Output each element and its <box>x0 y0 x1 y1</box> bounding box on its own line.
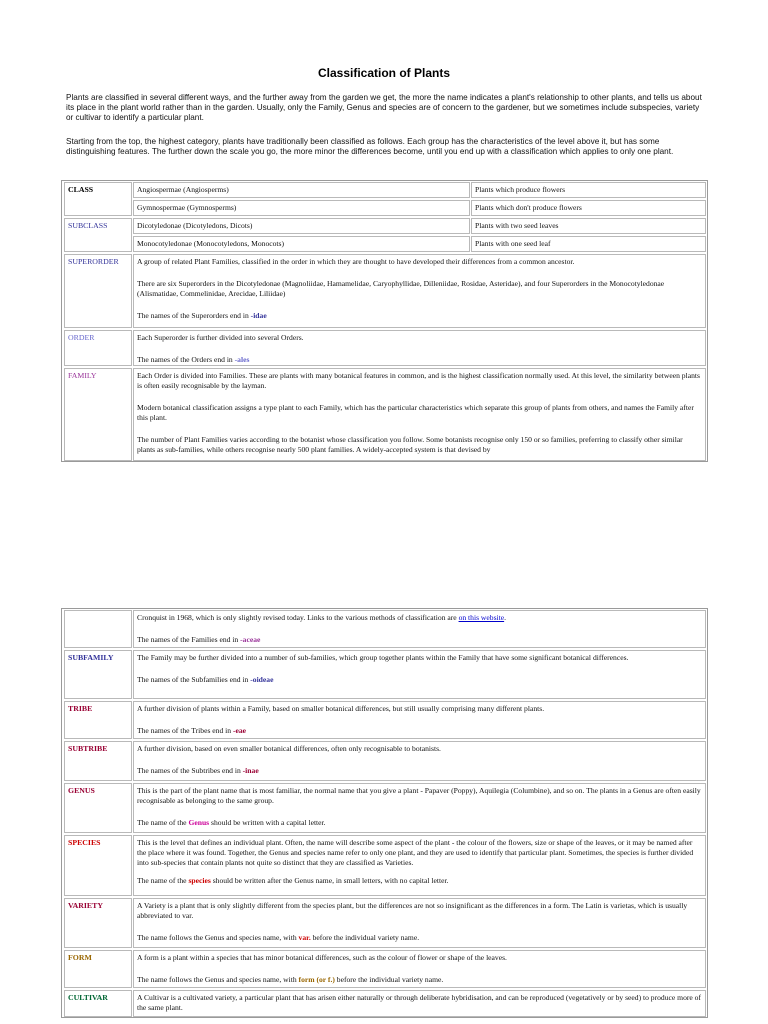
tribe-description-cell <box>133 701 706 739</box>
table-row-superorder <box>62 253 707 329</box>
species-description: This is the level that defines an individual plant. Often, the name will describe some aspect of the plant - the colour of the flowers, size or shape of the leaves, or it may be named after the place where it was found. Together, the Genus and species name refer to only one plant, and they are used to identify that particular plant. Sometimes, the species is further divided into sub-species that contain plants not quite so distinct that they are classified as Varieties. <box>137 838 694 867</box>
subclass-label: SUBCLASS <box>68 221 108 230</box>
family-suffix: -aceae <box>240 635 261 644</box>
subclass-note-cell <box>471 218 706 234</box>
variety-description-cell <box>133 898 706 948</box>
class-note-angiospermae: Plants which produce flowers <box>475 185 566 194</box>
family-continued-cell <box>133 610 706 648</box>
species-word: species <box>188 876 211 885</box>
subclass-note-cell <box>471 236 706 252</box>
genus-description: This is the part of the plant name that is most familiar, the normal name that you give a plant - Papaver (Poppy), Aquilegia (Columbine), and so on. The plants in a Genus are often easily recognisable as belonging to the same group. <box>137 786 701 805</box>
table-row-form <box>62 949 707 989</box>
tribe-label-cell <box>64 701 132 739</box>
table-row-subfamily <box>62 649 707 700</box>
superorder-suffix: -idae <box>250 311 267 320</box>
genus-description-cell <box>133 783 706 833</box>
class-note-cell <box>471 200 706 216</box>
table-row-variety <box>62 897 707 949</box>
family-suffix-note: The names of the Families end in -aceae <box>137 635 261 644</box>
subclass-note-monocotyledonae: Plants with one seed leaf <box>475 239 551 248</box>
species-label: SPECIES <box>68 838 101 847</box>
subclass-name-cell <box>133 218 470 234</box>
table-row-family-continued <box>62 609 707 649</box>
on-this-website-link[interactable]: on this website <box>458 613 505 622</box>
family-description: Each Order is divided into Families. These are plants with many botanical features in common, and is the highest classification normally used. At this level, the similarity between plants is often easily recognisable by the layman. <box>137 371 700 390</box>
variety-label-cell <box>64 898 132 948</box>
genus-label-cell <box>64 783 132 833</box>
variety-description: A Variety is a plant that is only slightly different from the species plant, but the differences are not so insignificant as the differences in a form. The Latin is varietas, which is usually abbreviated to var. <box>137 901 688 920</box>
genus-capital-note: The name of the Genus should be written with a capital letter. <box>137 818 326 827</box>
family-description-cell <box>133 368 706 461</box>
table-row-species <box>62 834 707 897</box>
family-count: The number of Plant Families varies according to the botanist whose classification you follow. Some botanists recognise only 150 or so families, preferring to classify other similar plants as sub-families, while others recognise nearly 500 plant families. A widely-accepted system is that devised by <box>137 435 683 454</box>
class-note-cell <box>471 182 706 198</box>
subtribe-suffix-note: The names of the Subtribes end in -inae <box>137 766 259 775</box>
form-label: FORM <box>68 953 92 962</box>
form-description: A form is a plant within a species that has minor botanical differences, such as the colour of flower or shape of the leaves. <box>137 953 507 962</box>
family-continued-label-cell <box>64 610 132 648</box>
class-name-gymnospermae: Gymnospermae (Gymnosperms) <box>137 203 237 212</box>
family-label: FAMILY <box>68 371 97 380</box>
variety-word: var. <box>298 933 311 942</box>
subclass-note-dicotyledonae: Plants with two seed leaves <box>475 221 559 230</box>
superorder-suffix-note: The names of the Superorders end in -idae <box>137 311 267 320</box>
species-label-cell <box>64 835 132 896</box>
subfamily-label: SUBFAMILY <box>68 653 114 662</box>
table-row-subtribe <box>62 740 707 782</box>
subfamily-suffix: -oideae <box>250 675 274 684</box>
form-description-cell <box>133 950 706 988</box>
class-name-angiospermae: Angiospermae (Angiosperms) <box>137 185 229 194</box>
order-suffix: -ales <box>234 355 250 364</box>
form-word: form (or f.) <box>298 975 335 984</box>
subclass-name-cell <box>133 236 470 252</box>
intro-paragraph-2: Starting from the top, the highest category, plants have traditionally been classified as follows. Each group has the characteristics of the level above it, but has some distinguishing features. The further down the scale you go, the more minor the differences become, until you end up with a classification which applies to only one plant. <box>66 137 674 156</box>
subclass-name-dicotyledonae: Dicotyledonae (Dicotyledons, Dicots) <box>137 221 253 230</box>
genus-label: GENUS <box>68 786 95 795</box>
tribe-label: TRIBE <box>68 704 93 713</box>
subfamily-description-cell <box>133 650 706 699</box>
superorder-description-cell <box>133 254 706 328</box>
superorder-label: SUPERORDER <box>68 257 119 266</box>
intro-paragraph-1: Plants are classified in several different ways, and the further away from the garden we get, the more the name indicates a plant's relationship to other plants, and tells us about its place in the plant world rather than in the garden. Usually, only the Family, Genus and species are of concern to the gardener, but we sometimes include subspecies, variety or cultivar to identify a particular plant. <box>66 93 702 122</box>
variety-label: VARIETY <box>68 901 103 910</box>
order-description-cell <box>133 330 706 366</box>
superorder-subgroups: There are six Superorders in the Dicotyledonae (Magnoliidae, Hamamelidae, Caryophyllidae, Dilleniidae, Rosidae, Asteridae), and four Superorders in the Monocotyledonae (Alismatidae, Commelinidae, Arecidae, Liliidae) <box>137 279 665 298</box>
table-row-subclass-2 <box>62 235 707 253</box>
table-row-family <box>62 367 707 462</box>
subtribe-suffix: -inae <box>242 766 259 775</box>
cultivar-label: CULTIVAR <box>68 993 108 1002</box>
class-name-cell <box>133 182 470 198</box>
subtribe-label: SUBTRIBE <box>68 744 108 753</box>
superorder-label-cell <box>64 254 132 328</box>
order-label-cell <box>64 330 132 366</box>
class-label: CLASS <box>68 185 94 194</box>
family-label-cell <box>64 368 132 461</box>
tribe-suffix: -eae <box>232 726 247 735</box>
subfamily-description: The Family may be further divided into a number of sub-families, which group together plants within the Family that have some significant botanical differences. <box>137 653 629 662</box>
cultivar-label-cell <box>64 990 132 1017</box>
subtribe-description: A further division, based on even smaller botanical differences, often only recognisable to botanists. <box>137 744 441 753</box>
table-row-subclass-1 <box>62 217 707 235</box>
class-note-gymnospermae: Plants which don't produce flowers <box>475 203 582 212</box>
page-title: Classification of Plants <box>317 66 451 80</box>
classification-table-part-2 <box>61 608 708 1018</box>
table-row-class-1 <box>62 181 707 199</box>
subfamily-suffix-note: The names of the Subfamilies end in -oideae <box>137 675 274 684</box>
table-row-order <box>62 329 707 367</box>
species-naming-note: The name of the species should be written after the Genus name, in small letters, with no capital letter. <box>137 876 449 885</box>
species-description-cell <box>133 835 706 896</box>
order-suffix-note: The names of the Orders end in -ales <box>137 355 250 364</box>
variety-naming-note: The name follows the Genus and species name, with var. before the individual variety name. <box>137 933 420 942</box>
subtribe-description-cell <box>133 741 706 781</box>
table-row-class-2 <box>62 199 707 217</box>
table-row-cultivar <box>62 989 707 1018</box>
family-cronquist: Cronquist in 1968, which is only slightly revised today. Links to the various methods of classification are on this website. <box>137 613 507 622</box>
classification-table-part-1 <box>61 180 708 462</box>
class-label-cell <box>64 182 132 216</box>
tribe-description: A further division of plants within a Family, based on smaller botanical differences, but still usually comprising many different plants. <box>137 704 545 713</box>
tribe-suffix-note: The names of the Tribes end in -eae <box>137 726 247 735</box>
form-naming-note: The name follows the Genus and species name, with form (or f.) before the individual variety name. <box>137 975 444 984</box>
subclass-name-monocotyledonae: Monocotyledonae (Monocotyledons, Monocots) <box>137 239 284 248</box>
subclass-label-cell <box>64 218 132 252</box>
family-type-plant: Modern botanical classification assigns a type plant to each Family, which has the particular characteristics which separate this group of plants from others, and names the Family after this plant. <box>137 403 694 422</box>
subfamily-label-cell <box>64 650 132 699</box>
table-row-genus <box>62 782 707 834</box>
cultivar-description-cell <box>133 990 706 1017</box>
order-description: Each Superorder is further divided into several Orders. <box>137 333 304 342</box>
superorder-description: A group of related Plant Families, classified in the order in which they are thought to have developed their differences from a common ancestor. <box>137 257 575 266</box>
genus-word: Genus <box>188 818 210 827</box>
order-label: ORDER <box>68 333 95 342</box>
class-name-cell <box>133 200 470 216</box>
cultivar-description: A Cultivar is a cultivated variety, a particular plant that has arisen either naturally or through deliberate hybridisation, and can be reproduced (vegetatively or by seed) to produce more of the same plant. <box>137 993 701 1012</box>
subtribe-label-cell <box>64 741 132 781</box>
table-row-tribe <box>62 700 707 740</box>
form-label-cell <box>64 950 132 988</box>
